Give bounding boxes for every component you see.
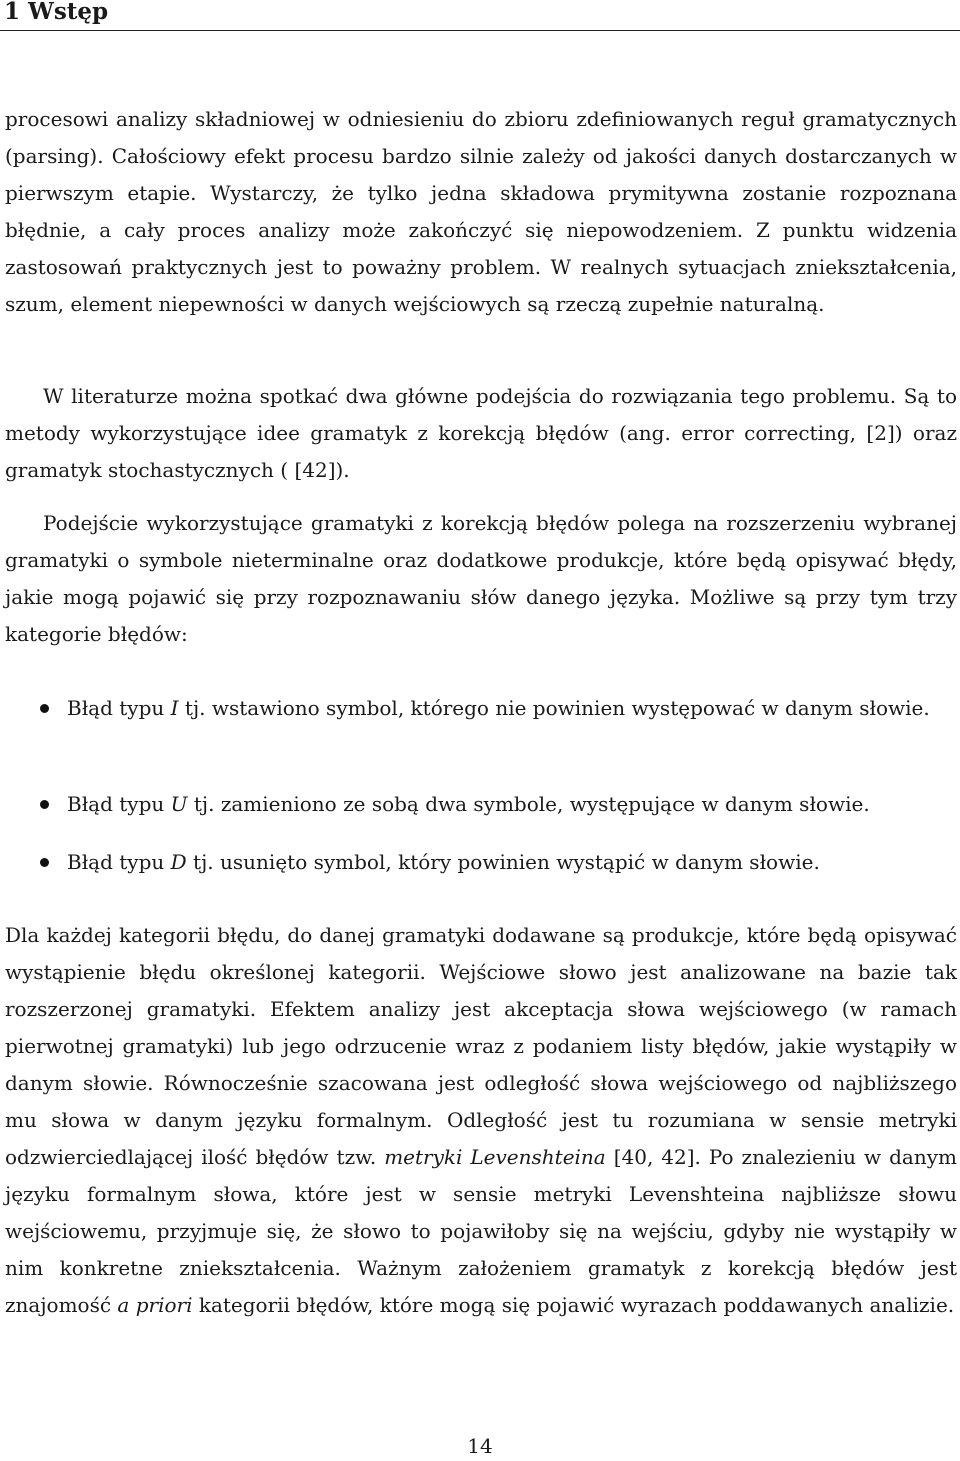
section-header	[0, 0, 960, 31]
paragraph-text: kategorii błędów, które mogą się pojawić wyrazach poddawanych analizie.	[192, 1293, 955, 1317]
list-item-error-swap	[0, 786, 960, 844]
error-prefix: Błąd typu	[67, 792, 171, 816]
paragraph-text: [40, 42]. Po znalezieniu w danym języku formalnym słowa, które jest w sensie metryki Levenshteina najbliższe słowu wejściowemu, przyjmuje się, że słowo to pojawiłoby się na wejściu, gdyby nie wystąpiły w nim konkretne zniekształcenia. Ważnym założeniem gramatyk z korekcją błędów jest znajomość	[5, 1145, 957, 1317]
error-description: tj. usunięto symbol, który powinien wystąpić w danym słowie.	[186, 850, 820, 874]
bullet-icon	[40, 800, 49, 809]
term-a-priori: a priori	[117, 1293, 193, 1317]
error-symbol: D	[170, 850, 187, 874]
error-prefix: Błąd typu	[67, 696, 171, 720]
paragraph-intro: procesowi analizy składniowej w odniesieniu do zbioru zdefiniowanych reguł gramatycznych (parsing). Całościowy efekt procesu bardzo silnie zależy od jakości danych dostarczanych w pierwszym etapie. Wystarczy, że tylko jedna składowa prymitywna zostanie rozpoznana błędnie, a cały proces analizy może zakończyć się niepowodzeniem. Z punktu widzenia zastosowań praktycznych jest to poważny problem. W realnych sytuacjach zniekształcenia, szum, element niepewności w danych wejściowych są rzeczą zupełnie naturalną.	[5, 107, 957, 316]
section-title: 1 Wstęp	[4, 0, 109, 25]
bullet-icon	[40, 858, 49, 867]
error-symbol: U	[170, 792, 188, 816]
error-symbol: I	[170, 696, 179, 720]
list-item-error-deletion	[0, 844, 960, 881]
page-number: 14	[467, 1434, 493, 1458]
bullet-icon	[40, 704, 49, 713]
error-description: tj. zamieniono ze sobą dwa symbole, występujące w danym słowie.	[187, 792, 870, 816]
error-description: tj. wstawiono symbol, którego nie powinien występować w danym słowie.	[178, 696, 930, 720]
list-item-error-insertion	[0, 690, 960, 786]
term-levenshtein-metric: metryki Levenshteina	[384, 1145, 606, 1169]
paragraph-error-correction: Podejście wykorzystujące gramatyki z korekcją błędów polega na rozszerzeniu wybranej gramatyki o symbole nieterminalne oraz dodatkowe produkcje, które będą opisywać błędy, jakie mogą pojawić się przy rozpoznawaniu słów danego języka. Możliwe są przy tym trzy kategorie błędów:	[5, 511, 957, 646]
error-prefix: Błąd typu	[67, 850, 171, 874]
paragraph-text: Dla każdej kategorii błędu, do danej gramatyki dodawane są produkcje, które będą opisywać wystąpienie błędu określonej kategorii. Wejściowe słowo jest analizowane na bazie tak rozszerzonej gramatyki. Efektem analizy jest akceptacja słowa wejściowego (w ramach pierwotnej gramatyki) lub jego odrzucenie wraz z podaniem listy błędów, jakie wystąpiły w danym słowie. Równocześnie szacowana jest odległość słowa wejściowego od najbliższego mu słowa w danym języku formalnym. Odległość jest tu rozumiana w sensie metryki odzwierciedlającej ilość błędów tzw.	[5, 923, 957, 1169]
paragraph-approaches: W literaturze można spotkać dwa główne podejścia do rozwiązania tego problemu. Są to metody wykorzystujące idee gramatyk z korekcją błędów (ang. error correcting, [2]) oraz gramatyk stochastycznych ( [42]).	[5, 384, 957, 482]
error-types-list	[0, 690, 960, 881]
paragraph-levenshtein	[5, 917, 957, 1324]
